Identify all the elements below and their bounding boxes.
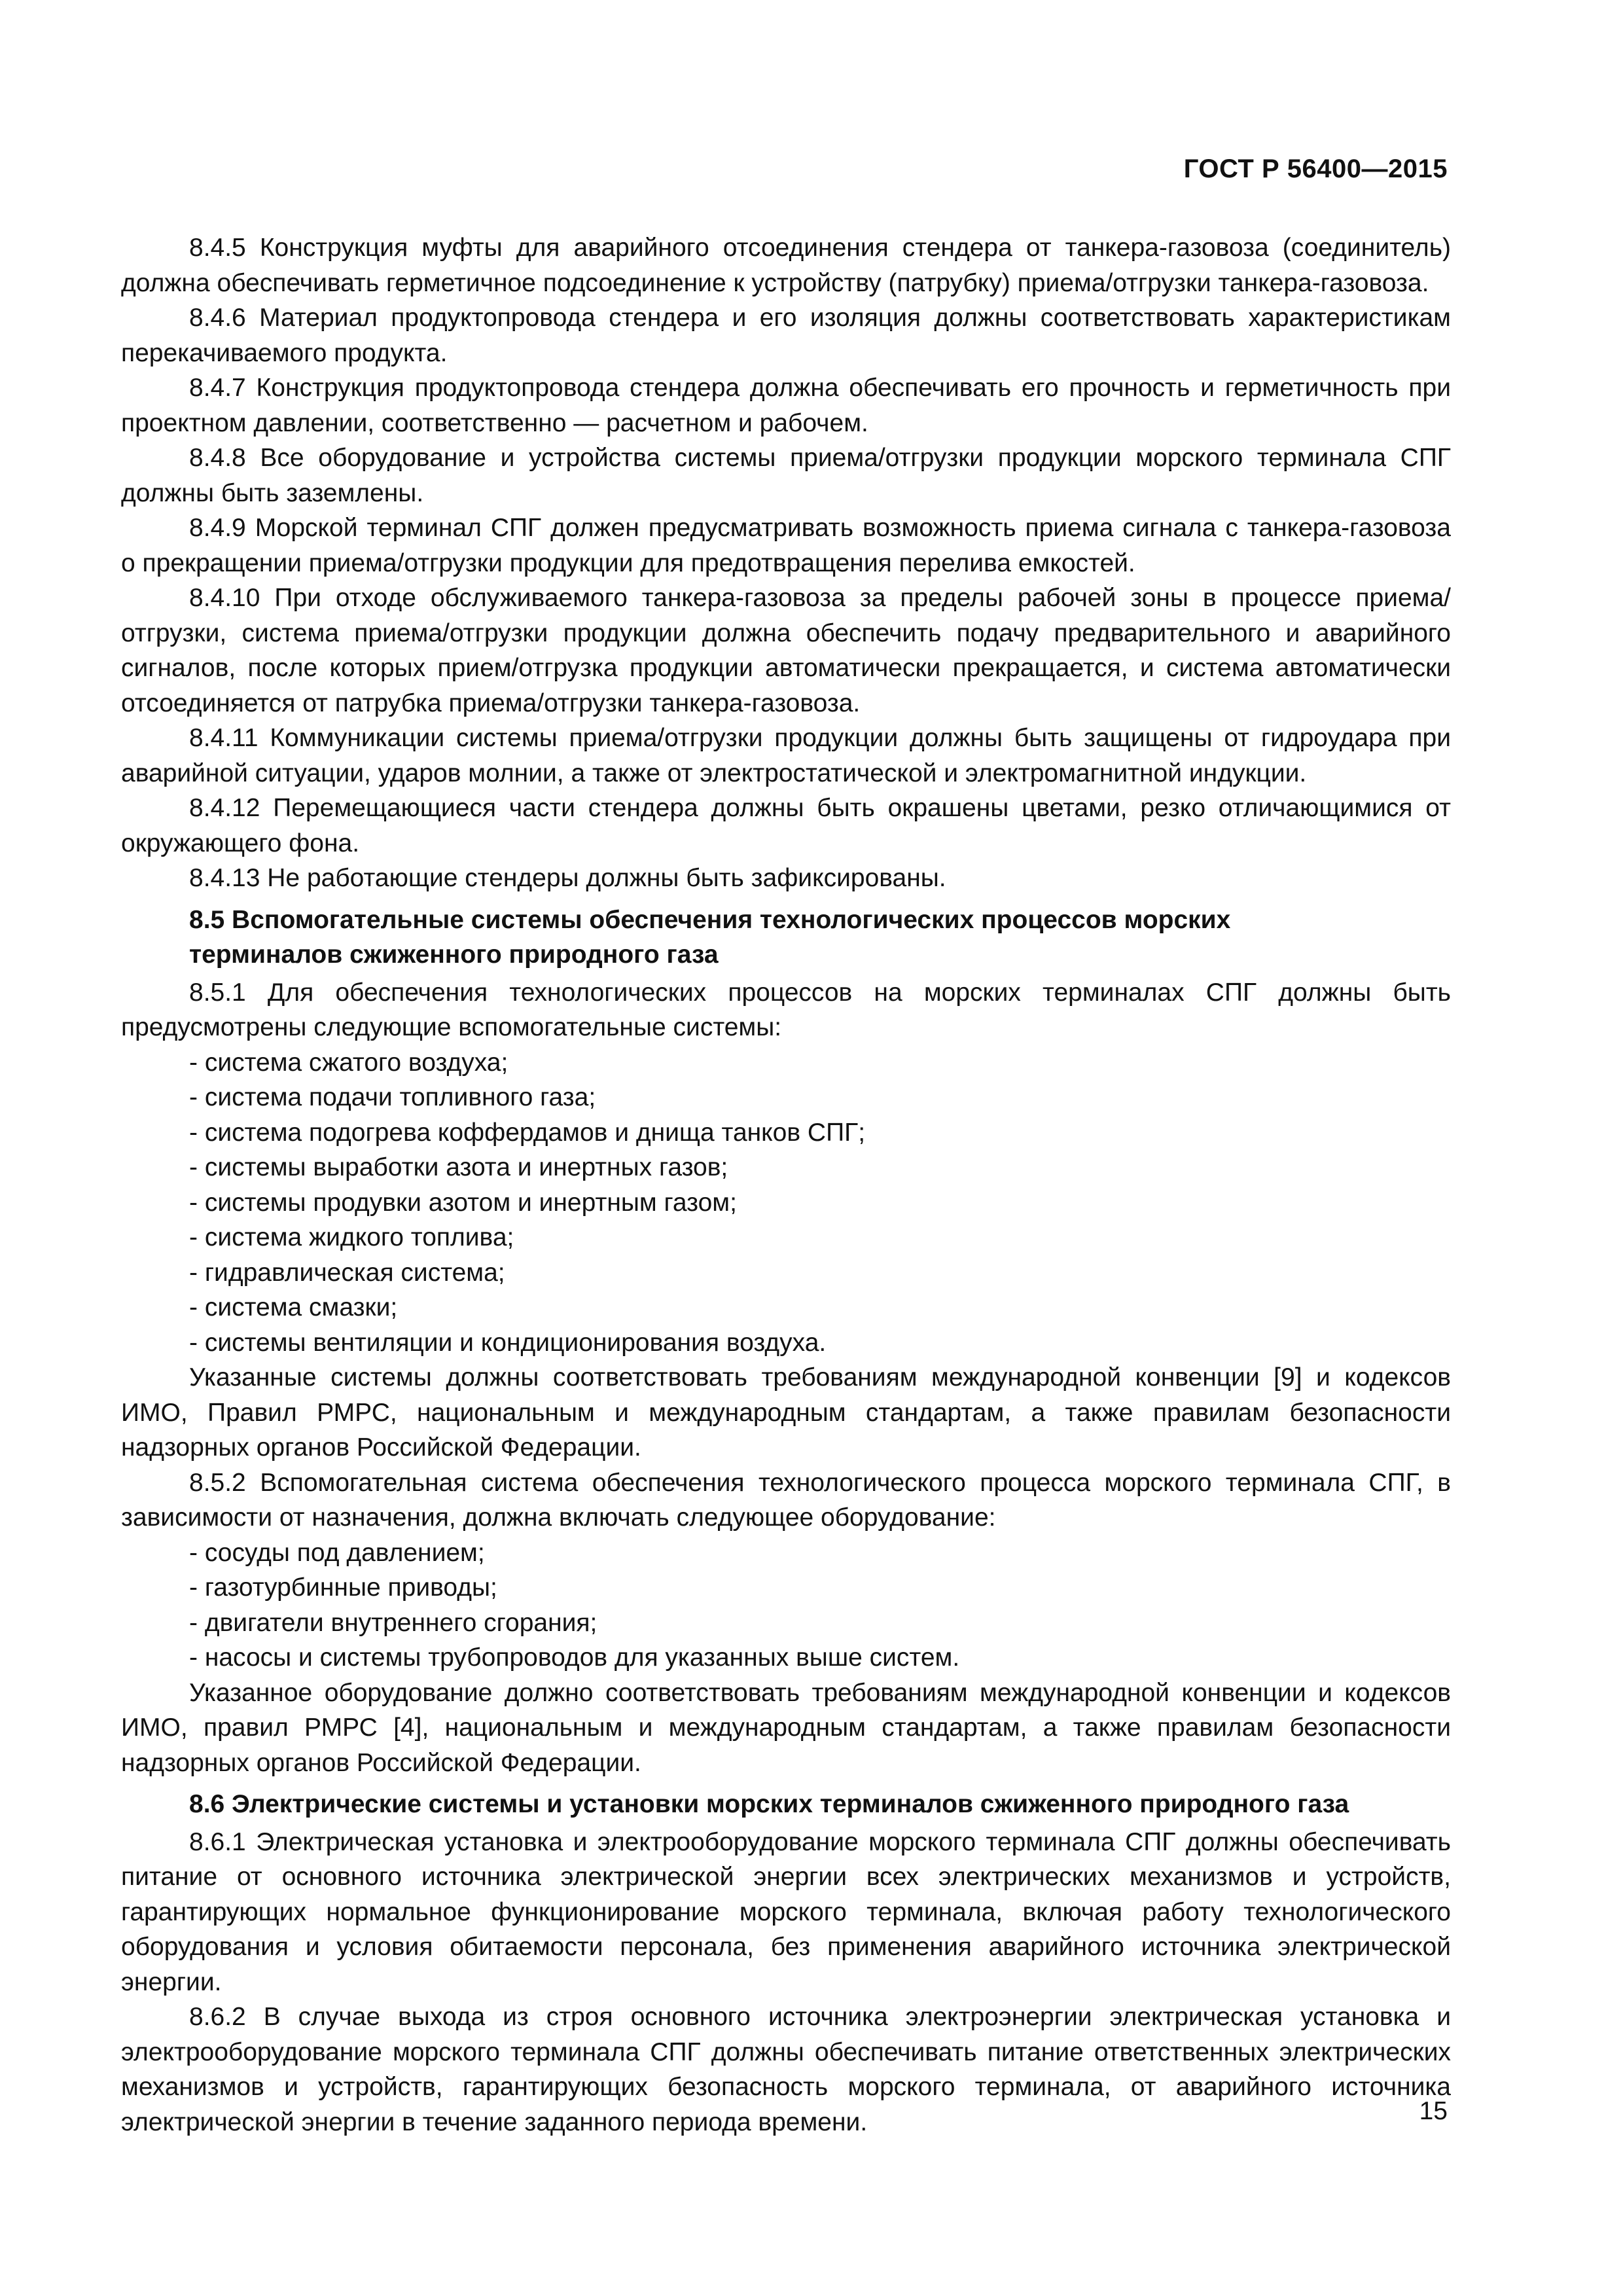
paragraph-8-4-9: 8.4.9 Морской терминал СПГ должен предусматривать возможность приема сигнала с танкера-газовоза о прекращении приема/отгрузки продукции для предотвращения перелива емкостей. <box>121 514 1451 577</box>
list-item: - двигатели внутреннего сгорания; <box>189 1608 597 1637</box>
section-heading-8-5 <box>121 903 1451 973</box>
paragraph-8-6-2: 8.6.2 В случае выхода из строя основного источника электроэнергии электрическая установка и электрооборудование морского терминала СПГ должны обеспечивать питание ответственных электрических механизмов и устройств, гарантирующих безопасность морского терминала, от аварийного источника электрической энергии в течение заданного периода времени. <box>121 2003 1451 2136</box>
list-auxiliary-equipment <box>121 1535 1451 1676</box>
paragraph-8-4-11: 8.4.11 Коммуникации системы приема/отгрузки продукции должны быть защищены от гидроудара при аварийной ситуации, ударов молнии, а также от электростатической и электромагнитной индукции. <box>121 724 1451 787</box>
paragraph-8-4-13: 8.4.13 Не работающие стендеры должны быть зафиксированы. <box>189 864 946 892</box>
paragraph-8-4-7: 8.4.7 Конструкция продуктопровода стендера должна обеспечивать его прочность и герметичность при проектном давлении, соответственно — расчетном и рабочем. <box>121 374 1451 437</box>
section-heading-8-6: 8.6 Электрические системы и установки морских терминалов сжиженного природного газа <box>189 1790 1349 1818</box>
section-heading-8-5-line1: 8.5 Вспомогательные системы обеспечения технологических процессов морских <box>189 905 1231 934</box>
document-body <box>121 230 1451 2140</box>
paragraph-8-5-1-requirements: Указанные системы должны соответствовать требованиям международной конвенции [9] и кодексов ИМО, Правил РМРС, национальным и международным стандартам, а также правилам безопасности надзорных органов Российской Федерации. <box>121 1363 1451 1462</box>
list-item: - система смазки; <box>189 1293 398 1321</box>
list-item: - сосуды под давлением; <box>189 1538 485 1567</box>
list-item: - система подачи топливного газа; <box>189 1083 596 1111</box>
paragraph-8-4-6: 8.4.6 Материал продуктопровода стендера и его изоляция должны соответствовать характеристикам перекачиваемого продукта. <box>121 304 1451 367</box>
list-item: - система сжатого воздуха; <box>189 1048 508 1077</box>
paragraph-8-4-5: 8.4.5 Конструкция муфты для аварийного отсоединения стендера от танкера-газовоза (соединитель) должна обеспечивать герметичное подсоединение к устройству (патрубку) приема/отгрузки танкера-газовоза. <box>121 234 1451 297</box>
paragraph-8-5-2-requirements: Указанное оборудование должно соответствовать требованиям международной конвенции и кодексов ИМО, правил РМРС [4], национальным и международным стандартам, а также правилам безопасности надзорных органов Российской Федерации. <box>121 1678 1451 1777</box>
paragraph-8-4-10: 8.4.10 При отходе обслуживаемого танкера-газовоза за пределы рабочей зоны в процессе приема/отгрузки, система приема/отгрузки продукции должна обеспечить подачу предварительного и аварийного сигналов, после которых прием/отгрузка продукции автоматически прекращается, и система автоматически отсоединяется от патрубка приема/отгрузки танкера-газовоза. <box>121 584 1451 717</box>
list-item: - система жидкого топлива; <box>189 1223 514 1251</box>
paragraph-8-5-1: 8.5.1 Для обеспечения технологических процессов на морских терминалах СПГ должны быть предусмотрены следующие вспомогательные системы: <box>121 978 1451 1041</box>
paragraph-8-4-8: 8.4.8 Все оборудование и устройства системы приема/отгрузки продукции морского терминала СПГ должны быть заземлены. <box>121 444 1451 507</box>
page-number: 15 <box>1419 2097 1448 2125</box>
list-item: - газотурбинные приводы; <box>189 1573 497 1602</box>
paragraph-8-5-2: 8.5.2 Вспомогательная система обеспечения технологического процесса морского терминала СПГ, в зависимости от назначения, должна включать следующее оборудование: <box>121 1468 1451 1532</box>
list-item: - система подогрева коффердамов и днища танков СПГ; <box>189 1118 866 1147</box>
list-item: - насосы и системы трубопроводов для указанных выше систем. <box>189 1643 960 1672</box>
list-item: - гидравлическая система; <box>189 1258 505 1287</box>
section-heading-8-5-line2: терминалов сжиженного природного газа <box>189 941 719 969</box>
list-item: - системы вентиляции и кондиционирования воздуха. <box>189 1328 827 1357</box>
list-item: - системы продувки азотом и инертным газом; <box>189 1188 737 1217</box>
list-item: - системы выработки азота и инертных газов; <box>189 1153 728 1181</box>
document-code-header: ГОСТ Р 56400—2015 <box>1183 154 1448 183</box>
paragraph-8-6-1: 8.6.1 Электрическая установка и электрооборудование морского терминала СПГ должны обеспечивать питание от основного источника электрической энергии всех электрических механизмов и устройств, гарантирующих нормальное функционирование морского терминала, включая работу технологического оборудования и условия обитаемости персонала, без применения аварийного источника электрической энергии. <box>121 1827 1451 1996</box>
list-auxiliary-systems <box>121 1045 1451 1361</box>
paragraph-8-4-12: 8.4.12 Перемещающиеся части стендера должны быть окрашены цветами, резко отличающимися от окружающего фона. <box>121 794 1451 857</box>
